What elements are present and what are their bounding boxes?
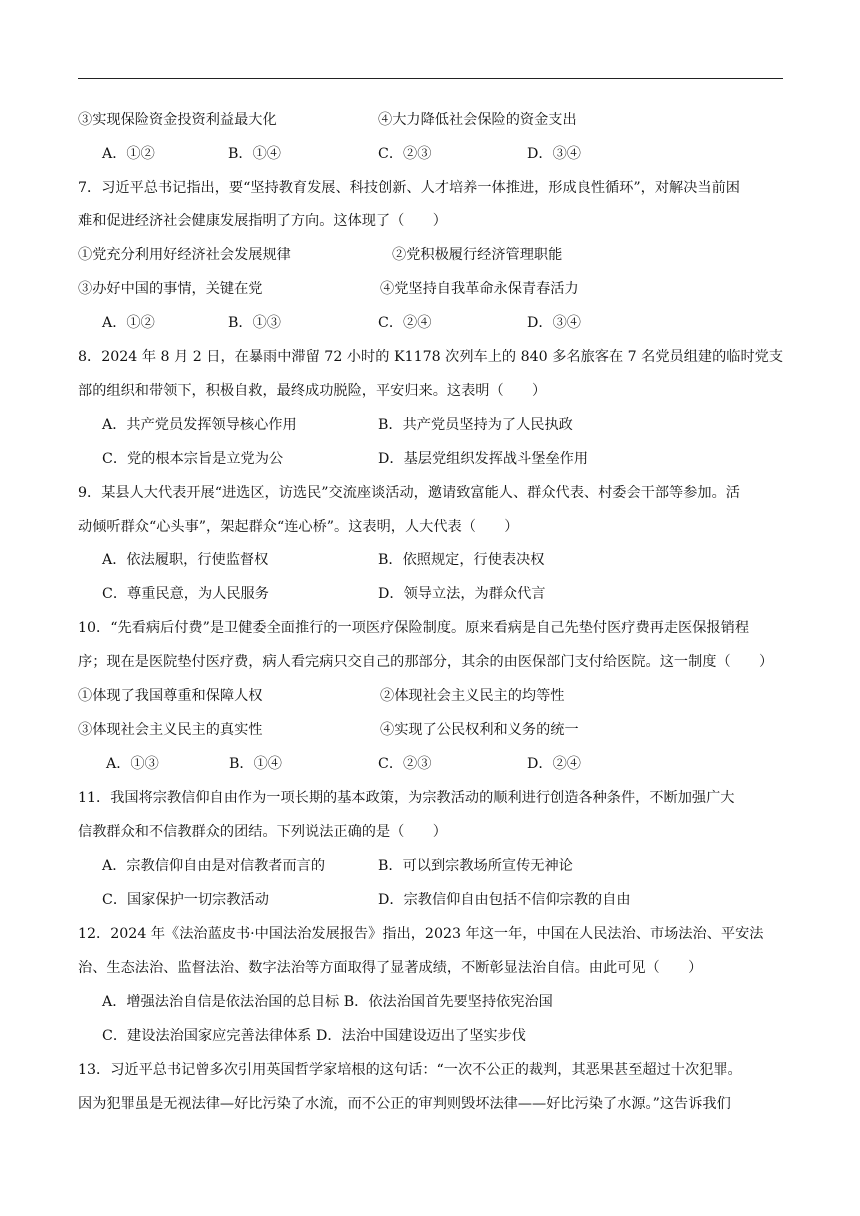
q8-choice-a: A．共产党员发挥领导核心作用	[102, 417, 297, 433]
option-3: ③实现保险资金投资利益最大化	[78, 112, 277, 128]
q8-choice-b: B．共产党员坚持为了人民执政	[378, 417, 573, 433]
q12-choices-cd: C．建设法治国家应完善法律体系 D．法治中国建设迈出了坚实步伐	[102, 1028, 526, 1044]
q10-option-4: ④实现了公民权利和义务的统一	[380, 722, 579, 738]
question-13-stem-2: 因为犯罪虽是无视法律—好比污染了水流，而不公正的审判则毁坏法律——好比污染了水源。”这告诉我们	[78, 1096, 731, 1112]
choice-a: A．①②	[102, 146, 155, 162]
question-10-stem-2: 序；现在是医院垫付医疗费，病人看完病只交自己的那部分，其余的由医保部门支付给医院。这一制度（ ）	[78, 654, 774, 670]
question-13-stem-1: 13．习近平总书记曾多次引用英国哲学家培根的这句话：“一次不公正的裁判，其恶果甚至超过十次犯罪。	[78, 1062, 742, 1078]
question-7-stem-2: 难和促进经济社会健康发展指明了方向。这体现了（ ）	[78, 213, 447, 229]
header-rule	[78, 78, 783, 79]
q9-choice-d: D．领导立法，为群众代言	[378, 586, 546, 602]
q7-choice-a: A．①②	[102, 315, 155, 331]
q11-choice-d: D．宗教信仰自由包括不信仰宗教的自由	[378, 892, 631, 908]
q10-choice-a: A．①③	[106, 756, 159, 772]
q7-option-2: ②党积极履行经济管理职能	[392, 247, 563, 263]
q7-option-4: ④党坚持自我革命永保青春活力	[380, 281, 579, 297]
q11-choice-c: C．国家保护一切宗教活动	[102, 892, 269, 908]
q7-option-1: ①党充分利用好经济社会发展规律	[78, 247, 291, 263]
choice-d: D．③④	[527, 146, 581, 162]
question-11-stem-2: 信教群众和不信教群众的团结。下列说法正确的是（ ）	[78, 824, 447, 840]
q10-choice-b: B．①④	[229, 756, 282, 772]
q9-choice-a: A．依法履职，行使监督权	[102, 552, 269, 568]
q10-option-2: ②体现社会主义民主的均等性	[380, 688, 565, 704]
question-12-stem-2: 治、生态法治、监督法治、数字法治等方面取得了显著成绩，不断彰显法治自信。由此可见（ ）	[78, 960, 703, 976]
q10-choice-c: C．②③	[378, 756, 432, 772]
option-4: ④大力降低社会保险的资金支出	[378, 112, 577, 128]
question-9-stem-2: 动倾听群众“心头事”，架起群众“连心桥”。这表明，人大代表（ ）	[78, 519, 519, 535]
question-7-stem-1: 7．习近平总书记指出，要“坚持教育发展、科技创新、人才培养一体推进，形成良性循环”，对解决当前困	[78, 180, 740, 196]
q9-choice-b: B．依照规定，行使表决权	[378, 552, 545, 568]
question-12-stem-1: 12．2024 年《法治蓝皮书·中国法治发展报告》指出，2023 年这一年，中国在人民法治、市场法治、平安法	[78, 926, 764, 942]
q11-choice-a: A．宗教信仰自由是对信教者而言的	[102, 858, 326, 874]
q7-choice-b: B．①③	[228, 315, 281, 331]
q10-option-1: ①体现了我国尊重和保障人权	[78, 688, 263, 704]
q9-choice-c: C．尊重民意，为人民服务	[102, 586, 269, 602]
question-10-stem-1: 10．“先看病后付费”是卫健委全面推行的一项医疗保险制度。原来看病是自己先垫付医疗费再走医保报销程	[78, 620, 750, 636]
question-8-stem-1: 8．2024 年 8 月 2 日，在暴雨中滞留 72 小时的 K1178 次列车上的 840 多名旅客在 7 名党员组建的临时党支	[78, 349, 784, 365]
q7-choice-c: C．②④	[378, 315, 432, 331]
q10-option-3: ③体现社会主义民主的真实性	[78, 722, 263, 738]
q8-choice-d: D．基层党组织发挥战斗堡垒作用	[378, 451, 589, 467]
question-11-stem-1: 11．我国将宗教信仰自由作为一项长期的基本政策，为宗教活动的顺利进行创造各种条件，不断加强广大	[78, 790, 735, 806]
question-8-stem-2: 部的组织和带领下，积极自救，最终成功脱险，平安归来。这表明（ ）	[78, 383, 547, 399]
q12-choices-ab: A．增强法治自信是依法治国的总目标 B．依法治国首先要坚持依宪治国	[102, 994, 553, 1010]
q11-choice-b: B．可以到宗教场所宣传无神论	[378, 858, 573, 874]
choice-c: C．②③	[378, 146, 432, 162]
q10-choice-d: D．②④	[527, 756, 581, 772]
q8-choice-c: C．党的根本宗旨是立党为公	[102, 451, 284, 467]
q7-option-3: ③办好中国的事情，关键在党	[78, 281, 263, 297]
question-9-stem-1: 9．某县人大代表开展“进选区，访选民”交流座谈活动，邀请致富能人、群众代表、村委会干部等参加。活	[78, 485, 740, 501]
choice-b: B．①④	[228, 146, 281, 162]
q7-choice-d: D．③④	[527, 315, 581, 331]
